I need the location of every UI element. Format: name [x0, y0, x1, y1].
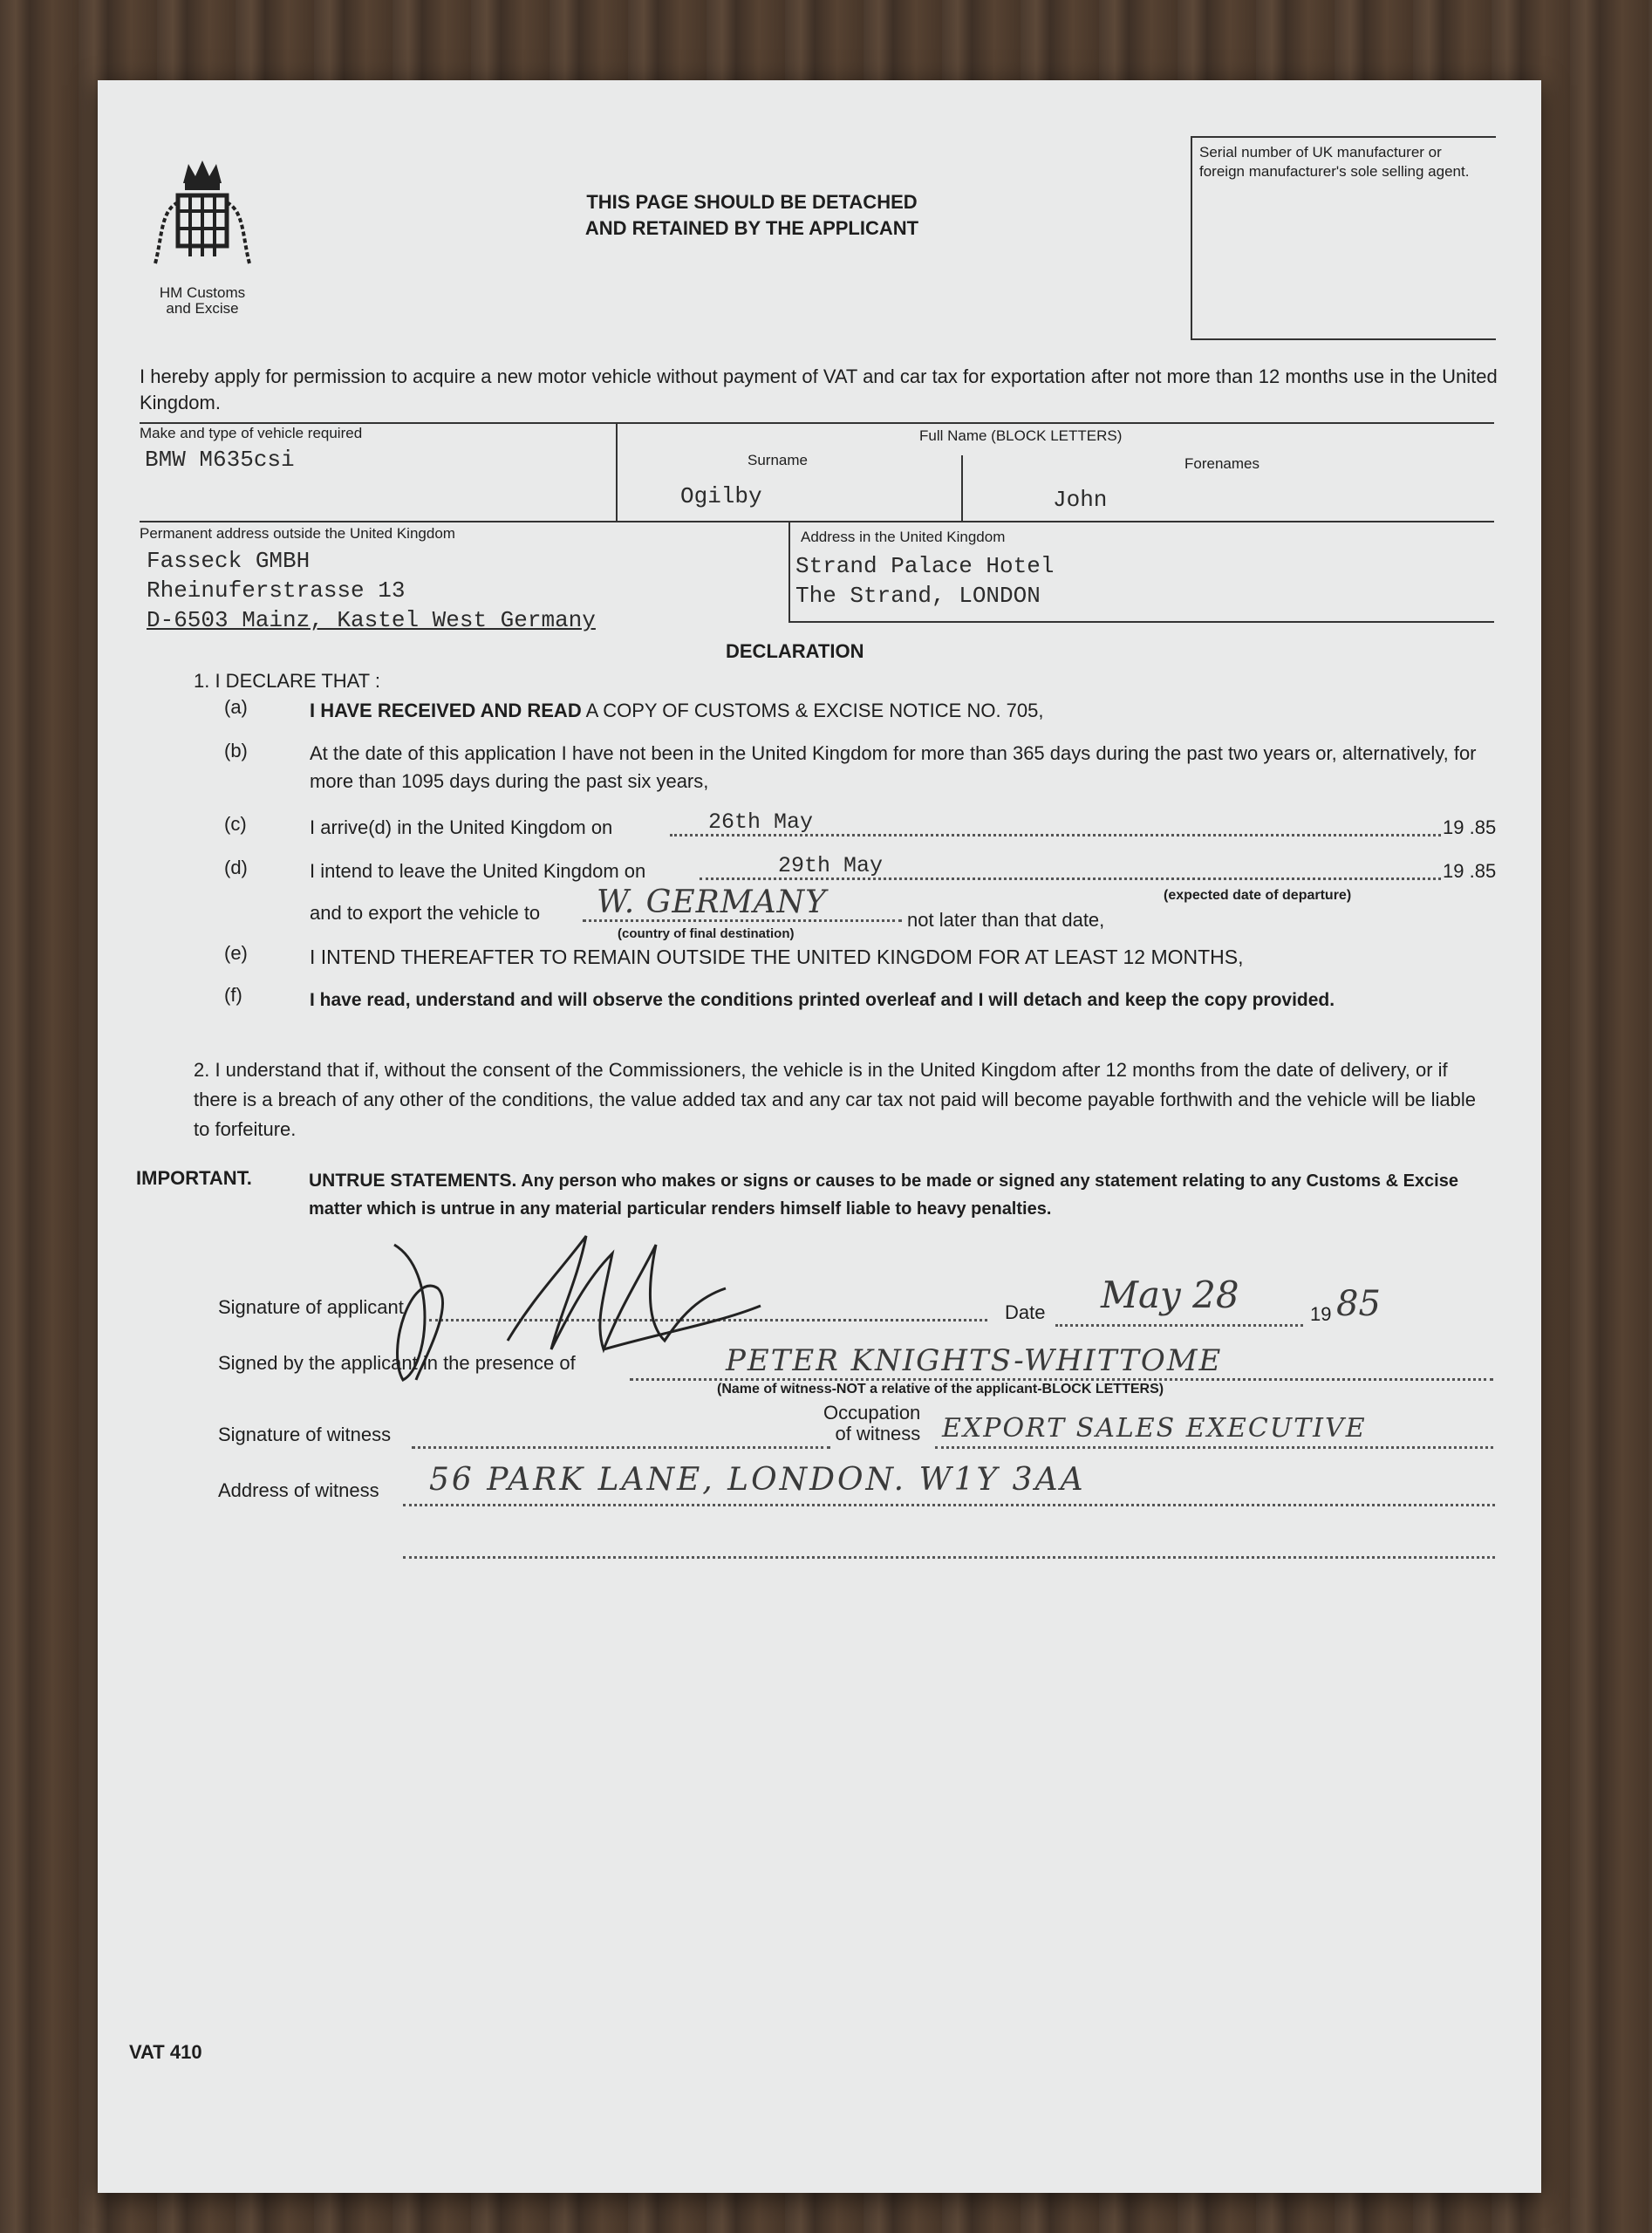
divider: [788, 621, 1494, 623]
full-name-label: Full Name (BLOCK LETTERS): [919, 427, 1123, 444]
item-f-text: I have read, understand and will observe the conditions printed overleaf and I will detach and keep the copy provided.: [310, 990, 1335, 1010]
permanent-address-label: Permanent address outside the United Kingdom: [140, 525, 455, 542]
forenames-label: Forenames: [1184, 455, 1259, 472]
uk-address: [795, 551, 1054, 611]
signature-date: May 28: [1101, 1274, 1239, 1316]
occupation-line[interactable]: [935, 1446, 1493, 1449]
witness-name-caption: (Name of witness-NOT a relative of the applicant-BLOCK LETTERS): [717, 1382, 1164, 1396]
departure-year: 19 .85: [1443, 860, 1497, 882]
item-a-letter: (a): [224, 696, 248, 718]
occupation-label-line-1: Occupation: [823, 1402, 921, 1424]
destination-country: W. GERMANY: [597, 884, 827, 920]
serial-number-label: Serial number of UK manufacturer or foreign manufacturer's sole selling agent.: [1199, 144, 1470, 180]
destination-caption: (country of final destination): [618, 926, 795, 941]
witness-signature-line[interactable]: [412, 1446, 830, 1449]
uk-address-line: The Strand, LONDON: [795, 583, 1041, 609]
divider: [616, 422, 618, 522]
permanent-address-line: Rheinuferstrasse 13: [147, 577, 406, 604]
header-line-2: AND RETAINED BY THE APPLICANT: [584, 217, 919, 239]
important-label: IMPORTANT.: [136, 1167, 252, 1189]
witness-name-line[interactable]: [630, 1378, 1493, 1381]
departure-year-prefix: 19: [1443, 860, 1464, 882]
permanent-address: [147, 546, 596, 635]
uk-address-label: Address in the United Kingdom: [801, 529, 1006, 545]
uk-address-line: Strand Palace Hotel: [795, 553, 1055, 579]
witness-address: 56 PARK LANE, LONDON. W1Y 3AA: [429, 1462, 1086, 1498]
item-d-letter: (d): [224, 857, 248, 878]
important-heading: UNTRUE STATEMENTS.: [309, 1171, 517, 1191]
vehicle-label: Make and type of vehicle required: [140, 425, 363, 441]
item-d-text: I intend to leave the United Kingdom on: [310, 860, 646, 882]
page-header: [534, 189, 970, 242]
divider: [961, 455, 963, 522]
divider: [140, 422, 1494, 424]
logo-line-1: HM Customs: [159, 284, 246, 301]
permanent-address-line: Fasseck GMBH: [147, 548, 311, 574]
witness-name: PETER KNIGHTS-WHITTOME: [726, 1343, 1223, 1378]
forenames-value: John: [1053, 487, 1108, 513]
presence-label: Signed by the applicant in the presence of: [218, 1352, 576, 1374]
arrival-date: 26th May: [708, 809, 814, 835]
witness-address-line[interactable]: [403, 1504, 1495, 1506]
date-label: Date: [1005, 1301, 1046, 1323]
item-e-text: I INTEND THEREAFTER TO REMAIN OUTSIDE THE UNITED KINGDOM FOR AT LEAST 12 MONTHS,: [310, 946, 1244, 968]
witness-signature-label: Signature of witness: [218, 1424, 392, 1445]
arrival-year: 19 .85: [1443, 816, 1497, 838]
item-e-letter: (e): [224, 942, 248, 964]
item-c-text: I arrive(d) in the United Kingdom on: [310, 816, 613, 838]
form-code: VAT 410: [129, 2041, 202, 2063]
applicant-signature-label: Signature of applicant: [218, 1296, 404, 1318]
header-line-1: THIS PAGE SHOULD BE DETACHED: [586, 191, 918, 213]
export-text: and to export the vehicle to: [310, 902, 541, 924]
surname-value: Ogilby: [680, 483, 762, 509]
vehicle-value: BMW M635csi: [145, 447, 295, 473]
item-c-letter: (c): [224, 813, 247, 835]
item-a-bold: I HAVE RECEIVED AND READ: [310, 700, 582, 721]
important-notice: [309, 1167, 1504, 1223]
item-2: [194, 1055, 1493, 1144]
arrival-year-prefix: 19: [1443, 816, 1464, 838]
occupation-label-line-2: of witness: [835, 1423, 921, 1444]
form-page: [98, 80, 1541, 2193]
date-line[interactable]: [1055, 1324, 1303, 1327]
witness-occupation: EXPORT SALES EXECUTIVE: [942, 1413, 1367, 1444]
item-f-letter: (f): [224, 984, 242, 1006]
witness-address-label: Address of witness: [218, 1479, 379, 1501]
export-deadline-text: not later than that date,: [907, 909, 1105, 931]
logo-line-2: and Excise: [166, 300, 239, 317]
departure-caption: (expected date of departure): [1164, 888, 1352, 903]
date-year-prefix: 19: [1310, 1303, 1332, 1325]
item-b-letter: (b): [224, 740, 248, 761]
arrival-year-value: 85: [1474, 816, 1497, 838]
application-intro: I hereby apply for permission to acquire a new motor vehicle without payment of VAT and car tax for exportation after not more than 12 months use in the United Kingdom.: [140, 365, 1498, 413]
declaration-title: DECLARATION: [726, 640, 864, 662]
witness-address-line-2[interactable]: [403, 1556, 1495, 1559]
serial-number-box: [1191, 136, 1496, 340]
important-text: Any person who makes or signs or causes to be made or signed any statement relating to any Customs & Excise matter which is untrue in any material particular renders himself liable to heavy penalties.: [309, 1171, 1458, 1219]
departure-date: 29th May: [778, 853, 884, 878]
item-a: [310, 696, 1496, 726]
crown-portcullis-logo: [150, 159, 255, 317]
item-2-text: 2. I understand that if, without the consent of the Commissioners, the vehicle is in the United Kingdom after 12 months from the date of delivery, or if there is a breach of any other of the conditions, the value added tax and any car tax not paid will become payable forthwith and the vehicle will be liable to forfeiture.: [194, 1059, 1477, 1140]
divider: [140, 521, 1494, 522]
item-b-text: At the date of this application I have not been in the United Kingdom for more than 365 days during the past two years or, alternatively, for more than 1095 days during the past six years,: [310, 742, 1477, 792]
date-year-value: 85: [1336, 1284, 1381, 1324]
item-a-text: A COPY OF CUSTOMS & EXCISE NOTICE NO. 705,: [581, 700, 1044, 721]
divider: [788, 521, 790, 623]
permanent-address-line: D-6503 Mainz, Kastel West Germany: [147, 607, 596, 633]
departure-year-value: 85: [1474, 860, 1497, 882]
surname-label: Surname: [747, 452, 808, 468]
occupation-label: [823, 1403, 920, 1444]
declaration-intro: 1. I DECLARE THAT :: [194, 670, 380, 692]
